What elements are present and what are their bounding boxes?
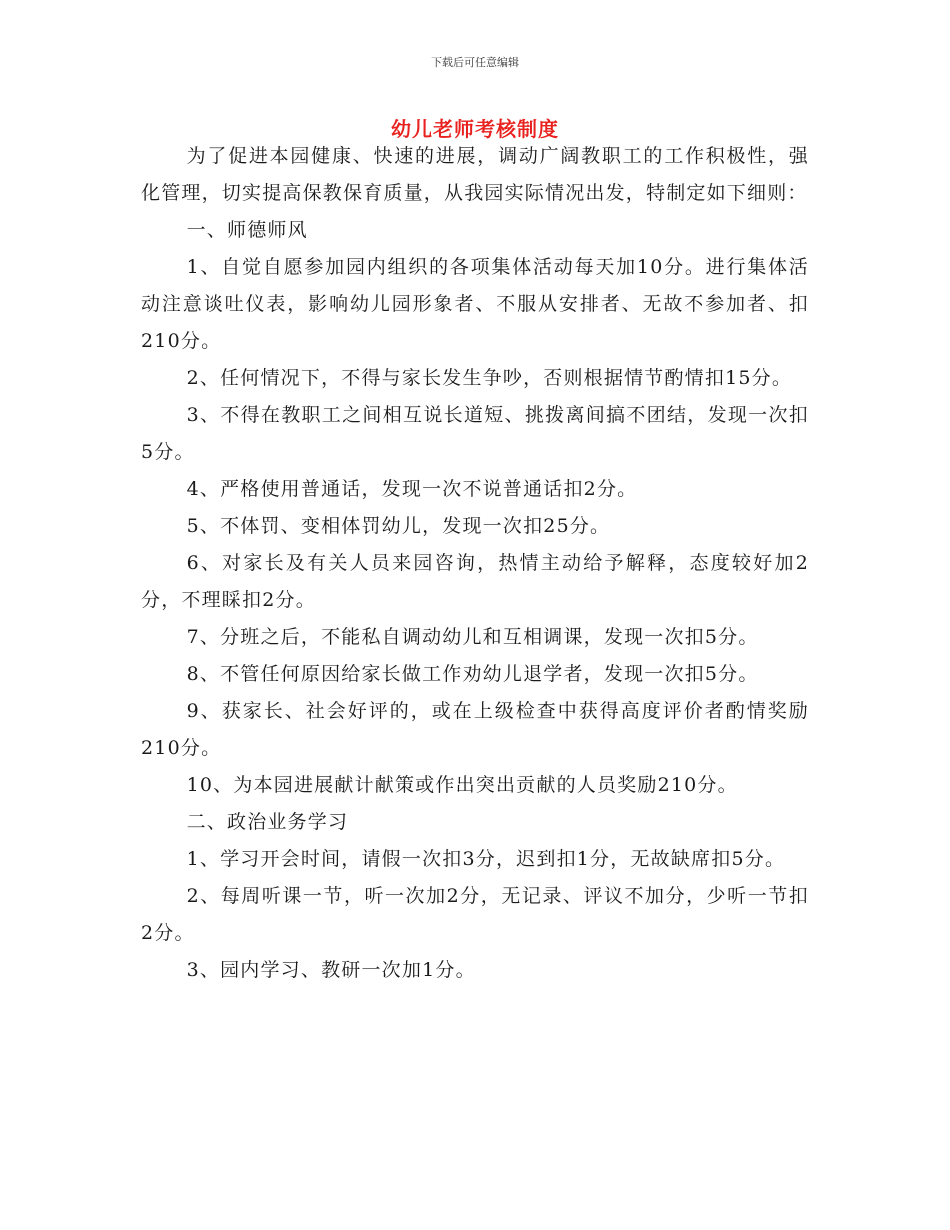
- section-heading-study: 二、政治业务学习: [186, 811, 349, 833]
- rule-item: 9、获家长、社会好评的，或在上级检查中获得高度评价者酌情奖励210分。: [141, 700, 809, 759]
- rule-item: 8、不管任何原因给家长做工作劝幼儿退学者，发现一次扣5分。: [186, 663, 759, 685]
- rule-item: 3、不得在教职工之间相互说长道短、挑拨离间搞不团结，发现一次扣5分。: [141, 404, 809, 463]
- rule-item: 10、为本园进展献计献策或作出突出贡献的人员奖励210分。: [186, 774, 738, 796]
- rule-item: 2、每周听课一节，听一次加2分，无记录、评议不加分，少听一节扣2分。: [141, 885, 809, 944]
- rule-item: 7、分班之后，不能私自调动幼儿和互相调课，发现一次扣5分。: [186, 626, 759, 648]
- rule-item: 1、自觉自愿参加园内组织的各项集体活动每天加10分。进行集体活动注意谈吐仪表，影响幼儿园形象者、不服从安排者、无故不参加者、扣210分。: [141, 256, 809, 352]
- rule-item: 6、对家长及有关人员来园咨询，热情主动给予解释，态度较好加2分，不理睬扣2分。: [141, 552, 809, 611]
- rule-item: 1、学习开会时间，请假一次扣3分，迟到扣1分，无故缺席扣5分。: [186, 848, 786, 870]
- paragraph-intro: 为了促进本园健康、快速的进展，调动广阔教职工的工作积极性，强化管理，切实提高保教保育质量，从我园实际情况出发，特制定如下细则：: [141, 145, 809, 204]
- page-header-note: 下载后可任意编辑: [431, 56, 519, 69]
- document-body: [141, 138, 809, 989]
- rule-item: 5、不体罚、变相体罚幼儿，发现一次扣25分。: [186, 515, 611, 537]
- rule-item: 3、园内学习、教研一次加1分。: [186, 959, 476, 981]
- rule-item: 4、严格使用普通话，发现一次不说普通话扣2分。: [186, 478, 638, 500]
- document-title: 幼儿老师考核制度: [391, 117, 559, 141]
- section-heading-ethics: 一、师德师风: [186, 219, 308, 241]
- rule-item: 2、任何情况下，不得与家长发生争吵，否则根据情节酌情扣15分。: [186, 367, 793, 389]
